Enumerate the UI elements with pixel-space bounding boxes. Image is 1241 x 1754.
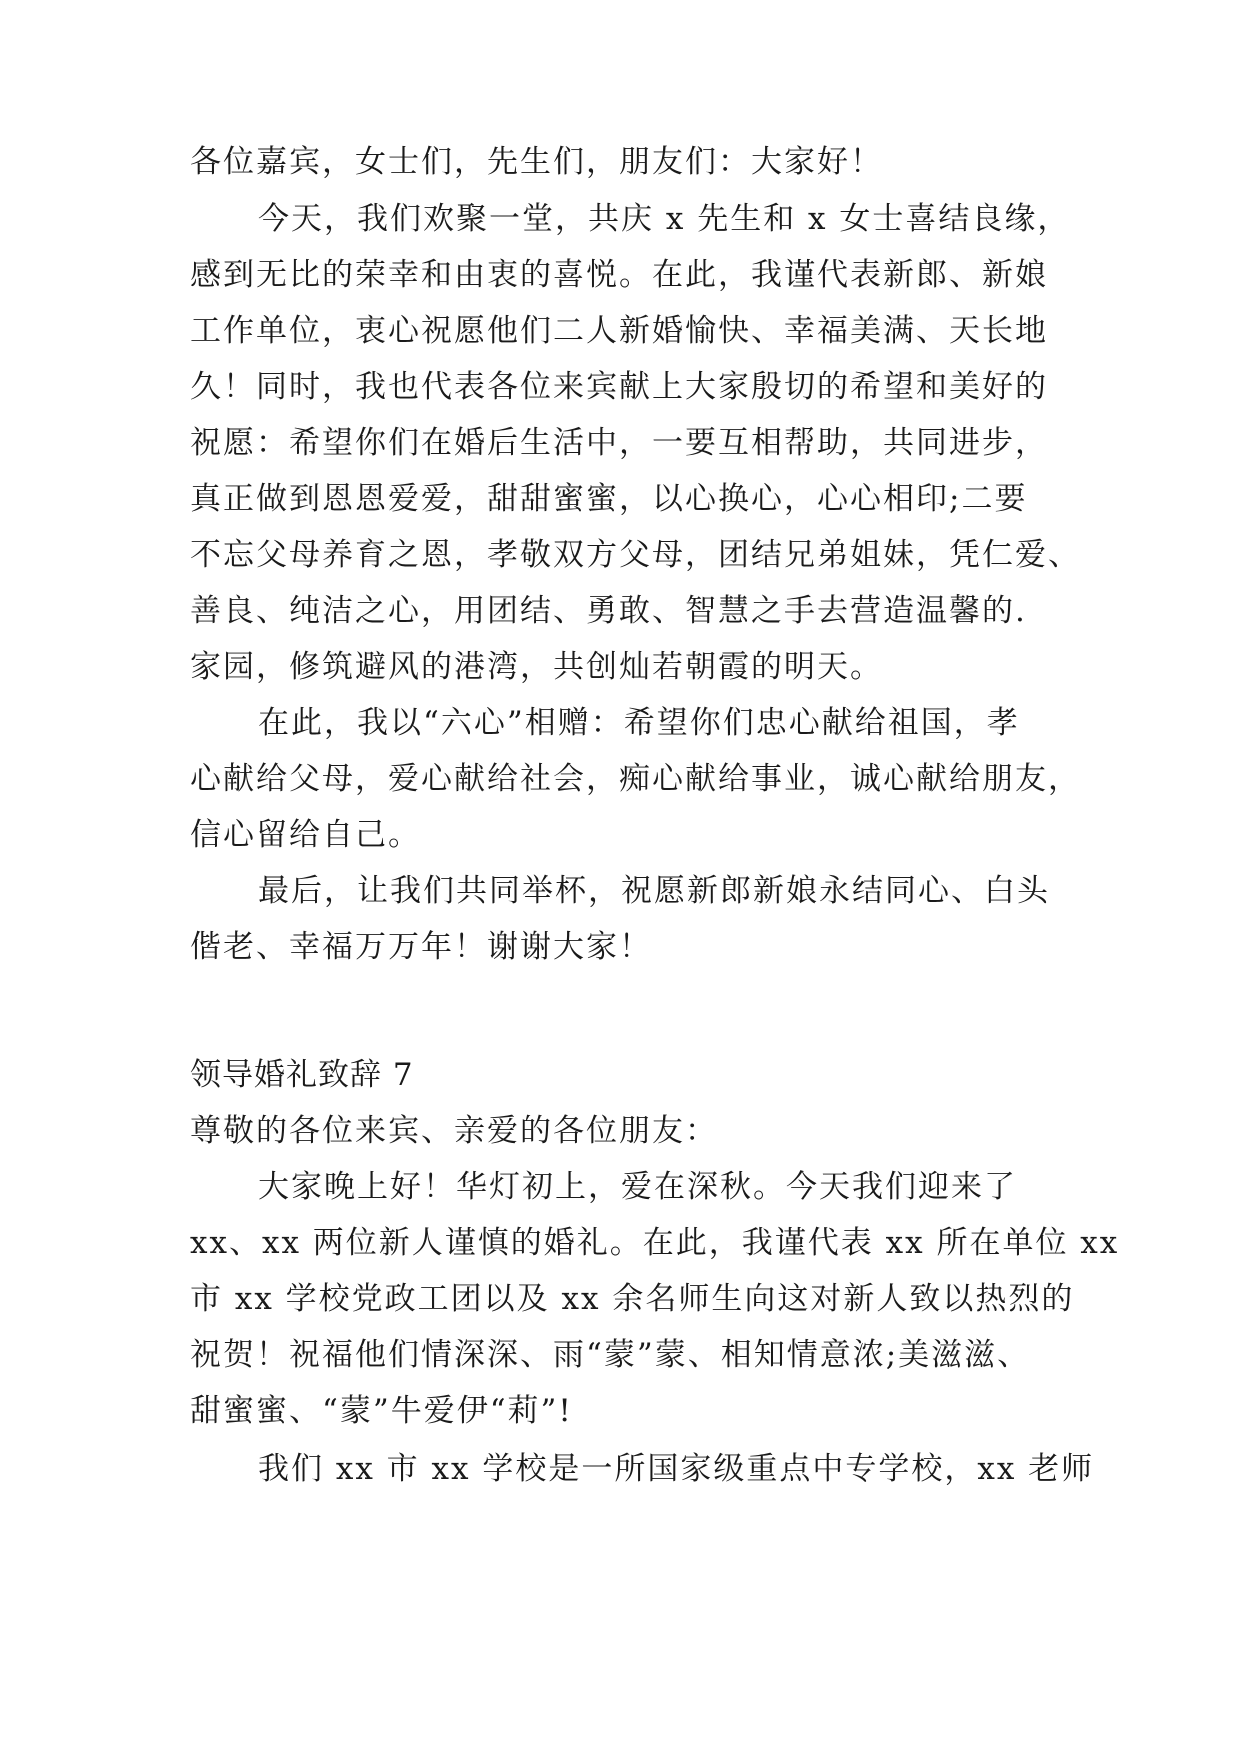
paragraph-line: 久！同时，我也代表各位来宾献上大家殷切的希望和美好的: [190, 369, 1048, 405]
paragraph-line: 心献给父母，爱心献给社会，痴心献给事业，诚心献给朋友，: [190, 761, 1081, 797]
salutation-line: 尊敬的各位来宾、亲爱的各位朋友：: [190, 1113, 718, 1149]
paragraph-line: xx、xx 两位新人谨慎的婚礼。在此，我谨代表 xx 所在单位 xx: [190, 1225, 1120, 1261]
paragraph-line: 祝贺！祝福他们情深深、雨“蒙”蒙、相知情意浓;美滋滋、: [190, 1337, 1031, 1373]
paragraph-line: 祝愿：希望你们在婚后生活中，一要互相帮助，共同进步，: [190, 425, 1048, 461]
paragraph-line: 最后，让我们共同举杯，祝愿新郎新娘永结同心、白头: [258, 873, 1050, 909]
greeting-line: 各位嘉宾，女士们，先生们，朋友们：大家好！: [190, 144, 883, 180]
paragraph-line: 工作单位，衷心祝愿他们二人新婚愉快、幸福美满、天长地: [190, 313, 1048, 349]
paragraph-line: 真正做到恩恩爱爱，甜甜蜜蜜，以心换心，心心相印;二要: [190, 481, 1028, 517]
paragraph-line: 善良、纯洁之心，用团结、勇敢、智慧之手去营造温馨的.: [190, 593, 1027, 629]
paragraph-line: 今天，我们欢聚一堂，共庆 x 先生和 x 女士喜结良缘，: [258, 201, 1071, 237]
paragraph-line: 市 xx 学校党政工团以及 xx 余名师生向这对新人致以热烈的: [190, 1281, 1075, 1317]
paragraph-line: 偕老、幸福万万年！谢谢大家！: [190, 929, 652, 965]
section-title: 领导婚礼致辞 7: [190, 1057, 414, 1093]
paragraph-line: 信心留给自己。: [190, 817, 421, 853]
paragraph-line: 感到无比的荣幸和由衷的喜悦。在此，我谨代表新郎、新娘: [190, 257, 1048, 293]
paragraph-line: 在此，我以“六心”相赠：希望你们忠心献给祖国，孝: [258, 705, 1020, 741]
paragraph-line: 不忘父母养育之恩，孝敬双方父母，团结兄弟姐妹，凭仁爱、: [190, 537, 1081, 573]
paragraph-line: 大家晚上好！华灯初上，爱在深秋。今天我们迎来了: [258, 1169, 1017, 1205]
paragraph-line: 我们 xx 市 xx 学校是一所国家级重点中专学校，xx 老师: [258, 1451, 1095, 1487]
paragraph-line: 家园，修筑避风的港湾，共创灿若朝霞的明天。: [190, 649, 883, 685]
paragraph-line: 甜蜜蜜、“蒙”牛爱伊“莉”!: [190, 1393, 573, 1429]
